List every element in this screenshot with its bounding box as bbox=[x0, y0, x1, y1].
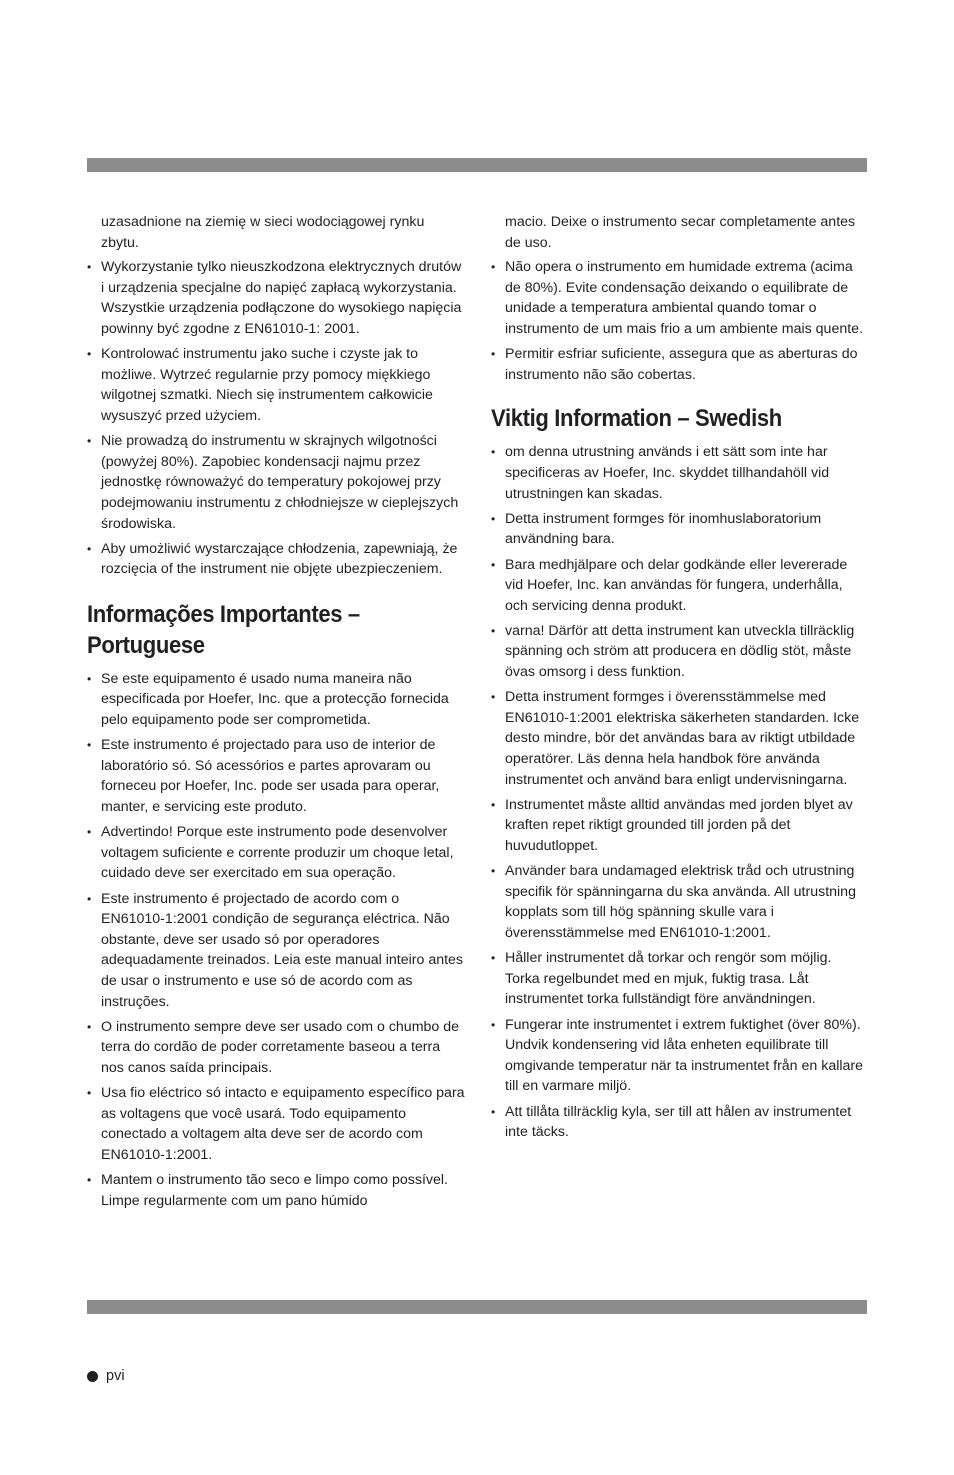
right-column bbox=[491, 212, 869, 1147]
list-item: • varna! Därför att detta instrument kan utveckla tillräcklig spänning och ström att producera en dödlig stöt, måste övas omsorg i dess funktion. bbox=[491, 622, 855, 681]
bullet-icon: • bbox=[87, 434, 92, 449]
bullet-icon: • bbox=[87, 825, 92, 840]
polish-continuation-text: uzasadnione na ziemię w sieci wodociągowej rynku zbytu. bbox=[101, 214, 425, 251]
bullet-icon: • bbox=[491, 445, 496, 460]
header-rule bbox=[87, 158, 867, 172]
bullet-icon: • bbox=[87, 671, 92, 686]
bullet-icon: • bbox=[491, 557, 496, 572]
bullet-icon: • bbox=[491, 1017, 496, 1032]
swedish-section-heading: Viktig Information – Swedish bbox=[491, 405, 782, 433]
bullet-icon: • bbox=[491, 347, 496, 362]
list-item: • Aby umożliwić wystarczające chłodzenia, zapewniają, że rozcięcia of the instrument nie objęte ubezpieczeniem. bbox=[87, 540, 458, 578]
list-item: • Fungerar inte instrumentet i extrem fuktighet (över 80%). Undvik kondensering vid låta enheten equilibrate till omgivande temperatur när ta instrumentet från en kallare till en varmare miljö. bbox=[491, 1016, 864, 1095]
swedish-list bbox=[491, 442, 869, 1142]
left-column bbox=[87, 212, 465, 1216]
bullet-icon: • bbox=[87, 1086, 92, 1101]
list-item: • Håller instrumentet då torkar och rengör som möjlig. Torka regelbundet med en mjuk, fuktig trasa. Låt instrumentet torka fullständigt före användningen. bbox=[491, 950, 832, 1008]
list-item: • Kontrolować instrumentu jako suche i czyste jak to możliwe. Wytrzeć regularnie przy pomocy miękkiego wilgotnej szmatki. Niech się instrumentem całkowicie wysuszyć przed użyciem. bbox=[87, 346, 433, 424]
bullet-icon: • bbox=[491, 260, 496, 275]
bullet-icon: • bbox=[491, 864, 496, 879]
portuguese-section-heading: Informações Importantes – Portuguese bbox=[87, 600, 360, 659]
bullet-icon: • bbox=[87, 1173, 92, 1188]
bullet-dot-icon bbox=[87, 1371, 98, 1382]
bullet-icon: • bbox=[87, 260, 92, 275]
list-item: • om denna utrustning används i ett sätt som inte har specificeras av Hoefer, Inc. skyddet tillhandahöll vid utrustningen kan skadas. bbox=[491, 444, 830, 502]
portuguese-list-continued bbox=[491, 257, 869, 385]
bullet-icon: • bbox=[491, 511, 496, 526]
list-item: • Usa fio eléctrico só intacto e equipamento específico para as voltagens que você usará. Todo equipamento conectado a voltagem alta deve ser de acordo com EN61010-1:2001. bbox=[87, 1085, 465, 1163]
portuguese-list bbox=[87, 669, 465, 1211]
list-item: • Este instrumento é projectado para uso de interior de laboratório só. Só acessórios e partes aprovaram ou forneceu por Hoefer, Inc. pode ser usada para operar, manter, e servicing este produto. bbox=[87, 737, 440, 816]
list-item: • Wykorzystanie tylko nieuszkodzona elektrycznych drutów i urządzenia specjalne do napięć zapłacą wykorzystania. Wszystkie urządzenia podłączone do wysokiego napięcia powinny być zgodne z EN61010-1: 2001. bbox=[87, 259, 462, 337]
bullet-icon: • bbox=[491, 951, 496, 966]
bullet-icon: • bbox=[491, 623, 496, 638]
list-item: • Permitir esfriar suficiente, assegura que as aberturas do instrumento não são cobertas. bbox=[491, 346, 858, 383]
page-footer bbox=[87, 1368, 125, 1384]
list-item: • Instrumentet måste alltid användas med jorden blyet av kraften repet riktigt grounded till jorden på det huvudutloppet. bbox=[491, 796, 853, 854]
list-item: • Bara medhjälpare och delar godkände eller levererade vid Hoefer, Inc. kan användas för fungera, underhålla, och servicing denna produkt. bbox=[491, 556, 848, 614]
list-item: • Este instrumento é projectado de acordo com o EN61010-1:2001 condição de segurança eléctrica. Não obstante, deve ser usado só por operadores adequadamente treinados. Leia este manual inteiro antes de usar o instrumento e use só de acordo com as instruções. bbox=[87, 890, 464, 1010]
list-item: • Mantem o instrumento tão seco e limpo como possível. Limpe regularmente com um pano húmido bbox=[87, 1172, 448, 1209]
bullet-icon: • bbox=[87, 738, 92, 753]
list-item: • Använder bara undamaged elektrisk tråd och utrustning specifik för spänningarna du ska använda. All utrustning kopplats som till hög spänning skulle vara i överensstämmelse med EN61010-1:2001. bbox=[491, 863, 856, 941]
list-item: • Detta instrument formges för inomhuslaboratorium användning bara. bbox=[491, 510, 822, 548]
polish-list bbox=[87, 257, 465, 580]
list-item: • Nie prowadzą do instrumentu w skrajnych wilgotności (powyżej 80%). Zapobiec kondensacji najmu przez jednostkę równoważyć do temperatury pokojowej przy podejmowaniu instrumentu z chłodniejsze w cieplejszych środowiska. bbox=[87, 433, 459, 532]
list-item: • Se este equipamento é usado numa maneira não especificada por Hoefer, Inc. que a protecção fornecida pelo equipamento pode ser comprometida. bbox=[87, 670, 449, 729]
footer-rule bbox=[87, 1300, 867, 1314]
bullet-icon: • bbox=[491, 797, 496, 812]
list-item: • Não opera o instrumento em humidade extrema (acima de 80%). Evite condensação deixando o equilibrate de unidade a temperatura ambiental quando tomar o instrumento de um mais frio a um ambiente mais quente. bbox=[491, 259, 864, 337]
bullet-icon: • bbox=[87, 891, 92, 906]
bullet-icon: • bbox=[87, 541, 92, 556]
list-item: • Att tillåta tillräcklig kyla, ser till att hålen av instrumentet inte täcks. bbox=[491, 1103, 852, 1141]
bullet-icon: • bbox=[87, 1019, 92, 1034]
list-item: • O instrumento sempre deve ser usado com o chumbo de terra do cordão de poder corretamente baseou a terra nos canos saída principais. bbox=[87, 1018, 460, 1076]
list-item: • Detta instrument formges i överensstämmelse med EN61010-1:2001 elektriska säkerheten standarden. Icke desto mindre, bör det användas bara av riktigt utbildade operatörer. Läs denna hela handbok före använda instrumentet och använd bara enligt undervisningarna. bbox=[491, 689, 860, 788]
page-number: pvi bbox=[106, 1368, 125, 1384]
bullet-icon: • bbox=[491, 690, 496, 705]
bullet-icon: • bbox=[87, 347, 92, 362]
list-item: • Advertindo! Porque este instrumento pode desenvolver voltagem suficiente e corrente produzir um choque letal, cuidado deve ser exercitado em sua operação. bbox=[87, 824, 454, 882]
portuguese-continuation-text: macio. Deixe o instrumento secar completamente antes de uso. bbox=[505, 214, 856, 251]
bullet-icon: • bbox=[491, 1104, 496, 1119]
